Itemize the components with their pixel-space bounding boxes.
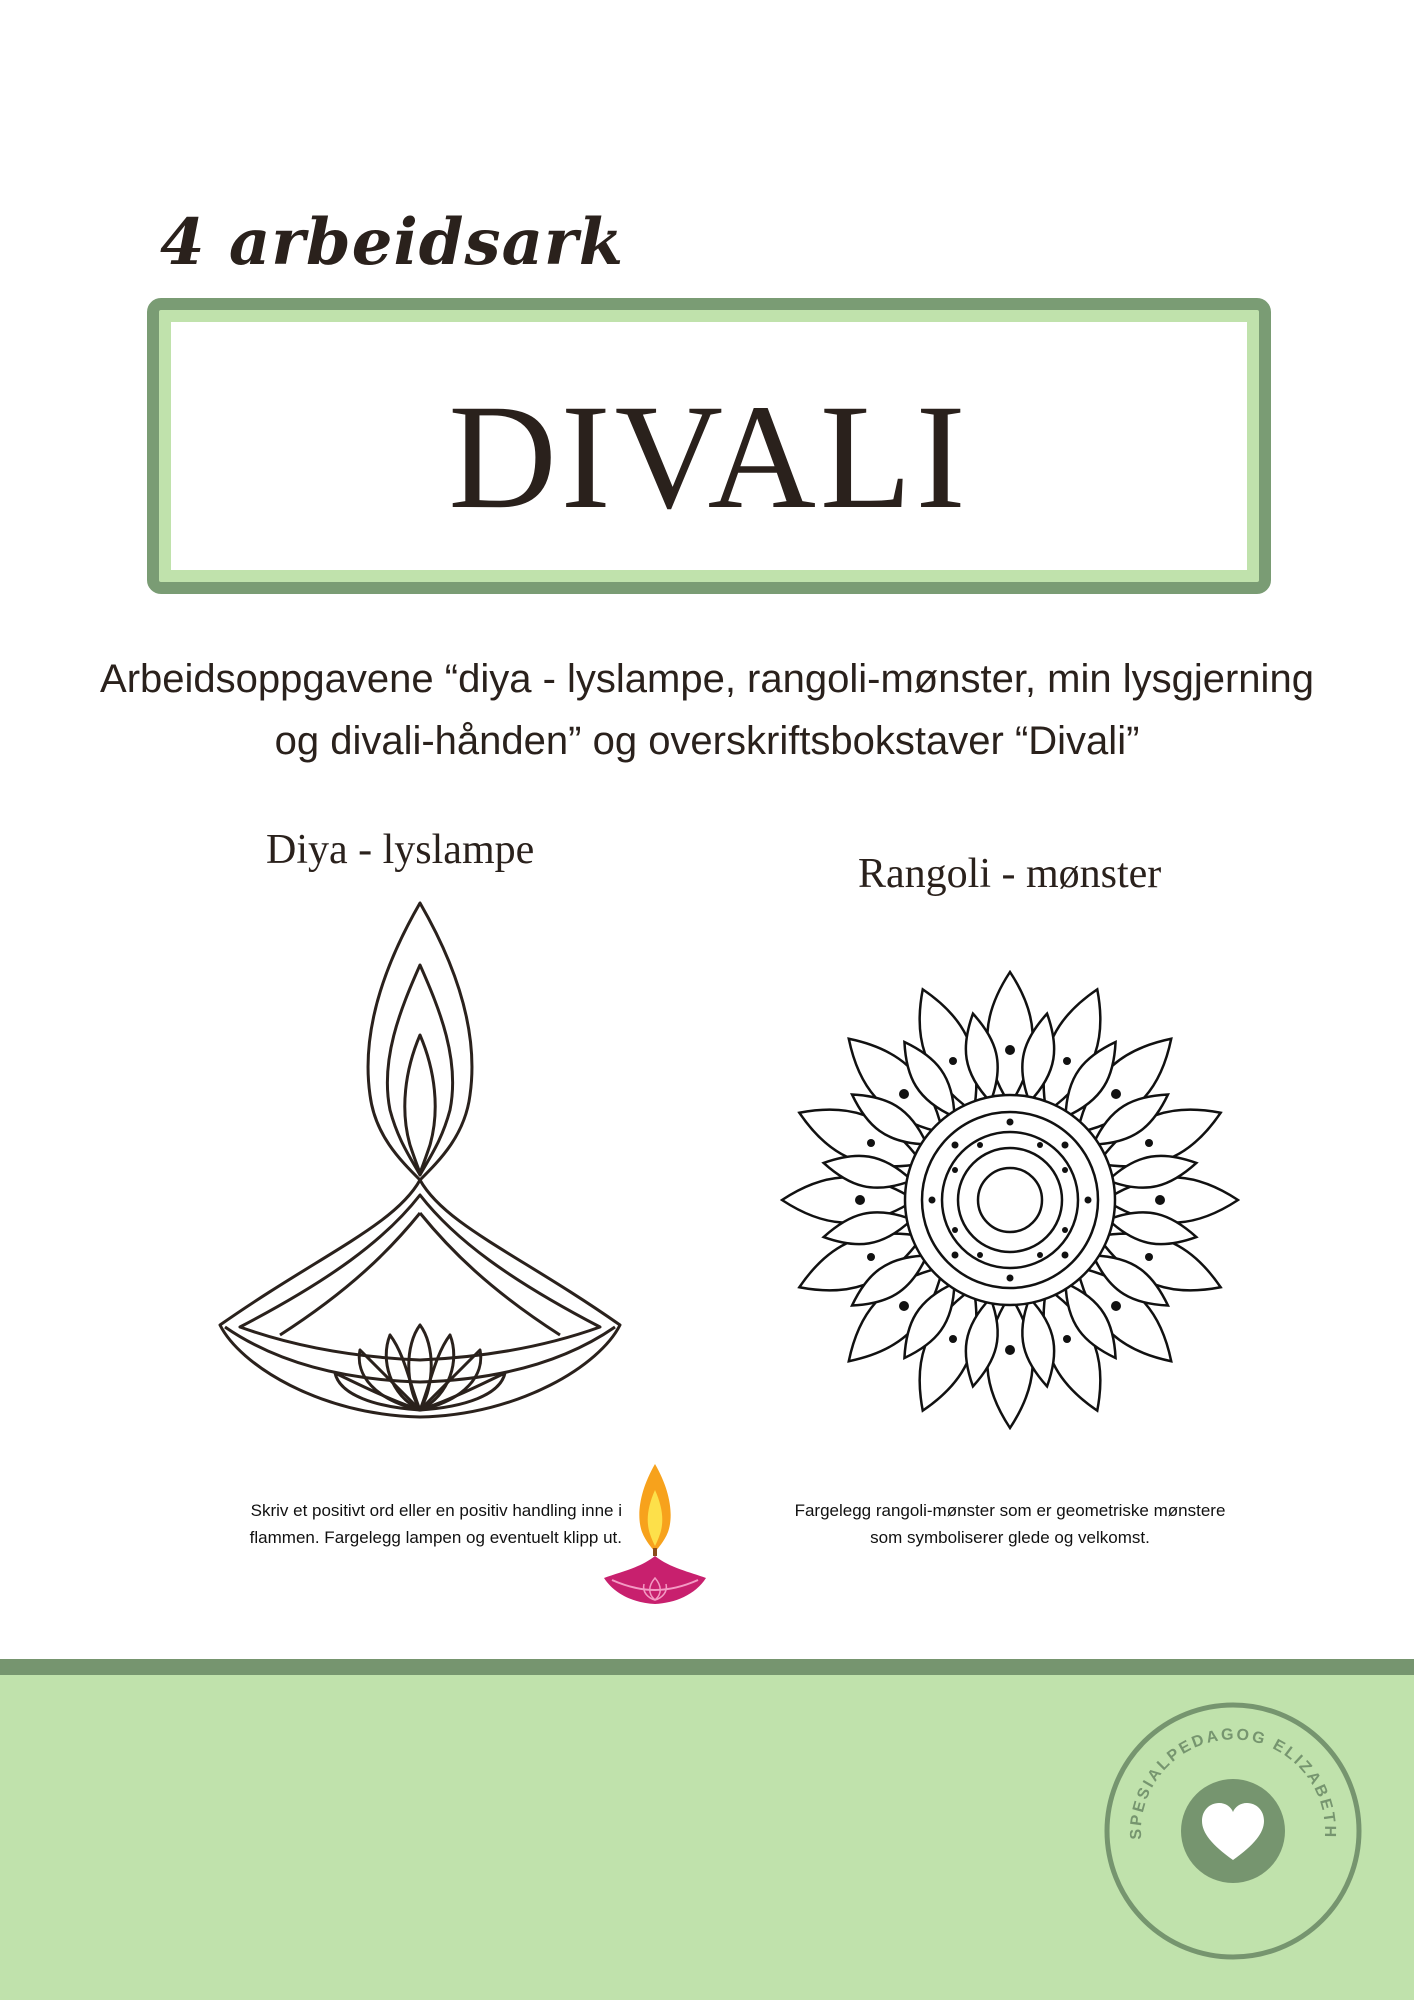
diya-caption-line-1: Skriv et positivt ord eller en positiv handling inne i (250, 1501, 622, 1520)
rangoli-caption (780, 1497, 1240, 1551)
diya-lamp-illustration (210, 895, 630, 1435)
rangoli-caption-line-2: som symboliserer glede og velkomst. (870, 1528, 1150, 1547)
diya-caption (150, 1497, 622, 1551)
badge-text: SPESIALPEDAGOG ELIZABETH (1127, 1726, 1339, 1840)
rangoli-section-title: Rangoli - mønster (858, 851, 1162, 897)
rangoli-mandala-illustration (780, 970, 1240, 1430)
page-title: DIVALI (448, 374, 970, 540)
intro-line-2: og divali-hånden” og overskriftsbokstaver “Divali” (274, 719, 1140, 763)
diya-section-title: Diya - lyslampe (266, 827, 535, 873)
author-badge (1102, 1700, 1364, 1962)
title-frame (147, 298, 1271, 594)
intro-text (40, 648, 1374, 772)
title-inner-box (171, 322, 1247, 570)
intro-line-1: Arbeidsoppgavene “diya - lyslampe, rangoli-mønster, min lysgjerning (100, 657, 1314, 701)
subtitle: 4 arbeidsark (160, 205, 625, 280)
diya-icon (600, 1460, 710, 1605)
footer-divider (0, 1659, 1414, 1675)
diya-caption-line-2: flammen. Fargelegg lampen og eventuelt klipp ut. (249, 1528, 622, 1547)
rangoli-caption-line-1: Fargelegg rangoli-mønster som er geometriske mønstere (794, 1501, 1226, 1520)
